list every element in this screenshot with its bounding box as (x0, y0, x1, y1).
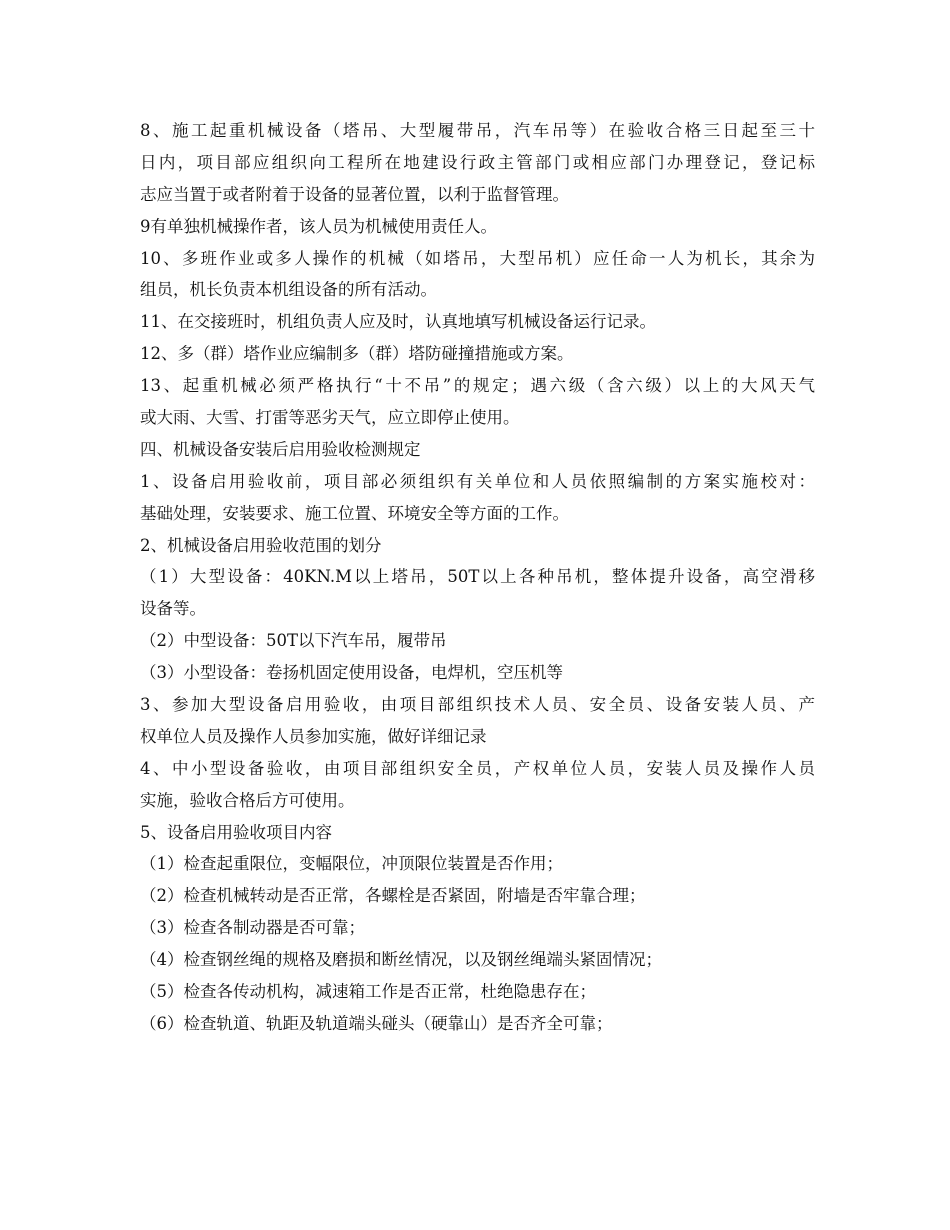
paragraph-line: 4、中小型设备验收，由项目部组织安全员，产权单位人员，安装人员及操作人员 (140, 758, 815, 778)
paragraph-line: （2）中型设备：50T以下汽车吊，履带吊 (140, 631, 447, 651)
paragraph-line: （4）检查钢丝绳的规格及磨损和断丝情况，以及钢丝绳端头紧固情况； (140, 950, 662, 970)
paragraph-line: 2、机械设备启用验收范围的划分 (140, 535, 382, 555)
paragraph-line: （6）检查轨道、轨距及轨道端头碰头（硬靠山）是否齐全可靠； (140, 1013, 613, 1033)
paragraph-line: 1、设备启用验收前，项目部必须组织有关单位和人员依照编制的方案实施校对： (140, 471, 815, 491)
paragraph-line: 基础处理，安装要求、施工位置、环境安全等方面的工作。 (140, 503, 569, 523)
paragraph-line: 权单位人员及操作人员参加实施，做好详细记录 (140, 726, 487, 746)
paragraph-line: 日内，项目部应组织向工程所在地建设行政主管部门或相应部门办理登记，登记标 (140, 152, 815, 172)
paragraph-line: 组员，机长负责本机组设备的所有活动。 (140, 280, 437, 300)
paragraph-line: 11、在交接班时，机组负责人应及时，认真地填写机械设备运行记录。 (140, 312, 656, 332)
paragraph-line: （5）检查各传动机构，减速箱工作是否正常，杜绝隐患存在； (140, 982, 596, 1002)
paragraph-line: 3、参加大型设备启用验收，由项目部组织技术人员、安全员、设备安装人员、产 (140, 695, 815, 715)
document-body (140, 115, 815, 1040)
paragraph-line: （1）检查起重限位，变幅限位，冲顶限位装置是否作用； (140, 854, 563, 874)
paragraph-line: 或大雨、大雪、打雷等恶劣天气，应立即停止使用。 (140, 408, 520, 428)
paragraph-line: 9有单独机械操作者，该人员为机械使用责任人。 (140, 216, 497, 236)
paragraph-line: 12、多（群）塔作业应编制多（群）塔防碰撞措施或方案。 (140, 344, 574, 364)
paragraph-line: 5、设备启用验收项目内容 (140, 822, 332, 842)
paragraph-line: 13、起重机械必须严格执行“十不吊”的规定；遇六级（含六级）以上的大风天气 (140, 376, 815, 396)
paragraph-line: （1）大型设备：40KN.M以上塔吊，50T以上各种吊机，整体提升设备，高空滑移 (140, 567, 815, 587)
paragraph-line: 8、施工起重机械设备（塔吊、大型履带吊，汽车吊等）在验收合格三日起至三十 (140, 121, 815, 140)
paragraph-line: （3）检查各制动器是否可靠； (140, 918, 365, 938)
paragraph-line: （2）检查机械转动是否正常，各螺栓是否紧固，附墙是否牢靠合理； (140, 886, 646, 906)
paragraph-line: 实施，验收合格后方可使用。 (140, 790, 355, 810)
paragraph-line: 设备等。 (140, 599, 206, 619)
paragraph-line: （3）小型设备：卷扬机固定使用设备，电焊机，空压机等 (140, 663, 563, 683)
section-heading: 四、机械设备安装后启用验收检测规定 (140, 439, 421, 459)
paragraph-line: 志应当置于或者附着于设备的显著位置，以利于监督管理。 (140, 184, 569, 204)
paragraph-line: 10、多班作业或多人操作的机械（如塔吊，大型吊机）应任命一人为机长，其余为 (140, 248, 815, 268)
